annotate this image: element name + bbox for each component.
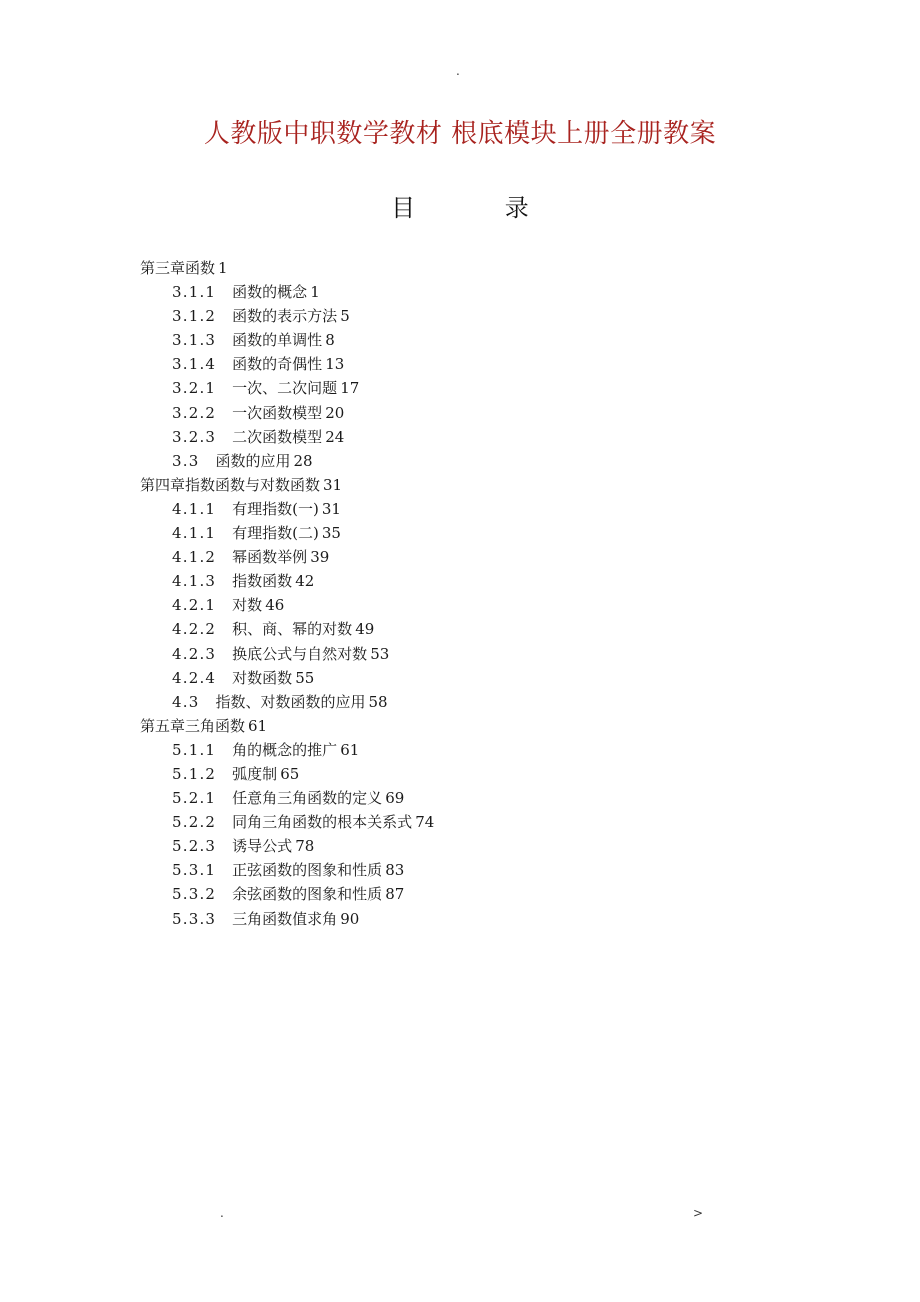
toc-section-entry: [140, 834, 840, 858]
toc-entry-page-number: 28: [293, 451, 313, 470]
toc-entry-title: 同角三角函数的根本关系式: [232, 813, 413, 832]
toc-entry-title: 有理指数(二): [232, 524, 319, 543]
toc-entry-page-number: 1: [310, 283, 320, 302]
toc-entry-number: 4.2.2: [172, 620, 217, 639]
toc-entry-number: 3.1.1: [172, 283, 217, 302]
toc-entry-number: 3.2.2: [172, 403, 217, 422]
toc-entry-number: 3.3: [172, 451, 200, 470]
toc-section-entry: [140, 786, 840, 810]
toc-entry-title: 二次函数模型: [232, 427, 323, 446]
toc-entry-number: 3.1.3: [172, 331, 217, 350]
toc-entry-title: 函数的单调性: [232, 331, 323, 350]
toc-section-entry: [140, 280, 840, 304]
toc-entry-page-number: 61: [248, 716, 268, 735]
toc-entry-number: 5.3.1: [172, 861, 217, 880]
toc-section-entry: [140, 376, 840, 400]
toc-section-entry: [140, 738, 840, 762]
toc-entry-title: 三角函数值求角: [232, 909, 338, 928]
toc-section-entry: [140, 569, 840, 593]
toc-section-entry: [140, 907, 840, 931]
toc-section-entry: [140, 545, 840, 569]
toc-entry-number: 5.2.3: [172, 837, 217, 856]
toc-entry-page-number: 46: [265, 596, 285, 615]
toc-entry-page-number: 35: [321, 524, 341, 543]
toc-entry-number: 4.2.4: [172, 668, 217, 687]
toc-entry-number: 3.1.2: [172, 307, 217, 326]
toc-entry-page-number: 39: [310, 548, 330, 567]
toc-entry-number: 4.3: [172, 692, 200, 711]
toc-entry-page-number: 1: [218, 259, 228, 277]
toc-entry-page-number: 31: [321, 499, 341, 518]
toc-entry-page-number: 65: [280, 764, 300, 783]
footer-right-mark: >: [693, 1206, 704, 1220]
toc-entry-page-number: 58: [368, 692, 388, 711]
toc-entry-number: 5.3.3: [172, 909, 217, 928]
toc-entry-number: 4.2.3: [172, 644, 217, 663]
toc-entry-page-number: 53: [370, 644, 390, 663]
toc-entry-title: 指数、对数函数的应用: [215, 692, 366, 711]
toc-entry-page-number: 78: [295, 837, 315, 856]
toc-entry-title: 诱导公式: [232, 837, 293, 856]
toc-entry-page-number: 42: [295, 572, 315, 591]
toc-section-entry: [140, 642, 840, 666]
toc-entry-title: 积、商、幂的对数: [232, 620, 353, 639]
toc-entry-number: 4.1.1: [172, 499, 217, 518]
toc-entry-title: 换底公式与自然对数: [232, 644, 368, 663]
toc-section-entry: [140, 304, 840, 328]
toc-entry-number: 5.2.2: [172, 813, 217, 832]
toc-entry-title: 第三章函数: [140, 259, 216, 277]
toc-entry-title: 第四章指数函数与对数函数: [140, 475, 321, 494]
toc-section-entry: [140, 666, 840, 690]
toc-entry-page-number: 61: [340, 740, 360, 759]
toc-entry-page-number: 55: [295, 668, 315, 687]
toc-entry-page-number: 24: [325, 427, 345, 446]
toc-entry-page-number: 83: [385, 861, 405, 880]
toc-entry-page-number: 31: [323, 475, 343, 494]
toc-entry-title: 幂函数举例: [232, 548, 308, 567]
toc-entry-number: 5.1.2: [172, 764, 217, 783]
toc-entry-page-number: 13: [325, 355, 345, 374]
toc-entry-title: 函数的概念: [232, 283, 308, 302]
toc-entry-number: 5.2.1: [172, 789, 217, 808]
toc-entry-page-number: 69: [385, 789, 405, 808]
toc-section-entry: [140, 858, 840, 882]
toc-entry-title: 函数的奇偶性: [232, 355, 323, 374]
toc-entry-title: 一次函数模型: [232, 403, 323, 422]
toc-entry-title: 有理指数(一): [232, 499, 319, 518]
toc-section-entry: [140, 497, 840, 521]
toc-section-entry: [140, 449, 840, 473]
toc-entry-title: 对数函数: [232, 668, 293, 687]
toc-section-entry: [140, 352, 840, 376]
toc-entry-number: 3.1.4: [172, 355, 217, 374]
toc-section-entry: [140, 425, 840, 449]
toc-entry-page-number: 17: [340, 379, 360, 398]
toc-entry-title: 对数: [232, 596, 263, 615]
toc-heading: 目 录: [391, 194, 529, 222]
toc-chapter-entry: [140, 714, 840, 738]
toc-entry-title: 角的概念的推广: [232, 740, 338, 759]
toc-entry-title: 正弦函数的图象和性质: [232, 861, 383, 880]
toc-entry-page-number: 90: [340, 909, 360, 928]
toc-section-entry: [140, 328, 840, 352]
toc-entry-title: 函数的应用: [215, 451, 291, 470]
toc-entry-number: 5.1.1: [172, 740, 217, 759]
toc-entry-title: 余弦函数的图象和性质: [232, 885, 383, 904]
toc-entry-number: 4.1.1: [172, 524, 217, 543]
toc-chapter-entry: [140, 256, 840, 280]
toc-section-entry: [140, 690, 840, 714]
table-of-contents: [140, 256, 840, 931]
toc-section-entry: [140, 810, 840, 834]
toc-section-entry: [140, 882, 840, 906]
toc-entry-title: 任意角三角函数的定义: [232, 789, 383, 808]
toc-entry-number: 4.1.2: [172, 548, 217, 567]
toc-section-entry: [140, 617, 840, 641]
toc-entry-page-number: 49: [355, 620, 375, 639]
toc-section-entry: [140, 593, 840, 617]
toc-entry-page-number: 87: [385, 885, 405, 904]
toc-entry-page-number: 8: [325, 331, 335, 350]
toc-entry-number: 4.1.3: [172, 572, 217, 591]
toc-entry-page-number: 74: [415, 813, 435, 832]
toc-entry-number: 4.2.1: [172, 596, 217, 615]
toc-entry-page-number: 5: [340, 307, 350, 326]
toc-entry-page-number: 20: [325, 403, 345, 422]
toc-chapter-entry: [140, 473, 840, 497]
toc-entry-title: 第五章三角函数: [140, 716, 246, 735]
toc-entry-title: 函数的表示方法: [232, 307, 338, 326]
header-mark: .: [456, 64, 460, 78]
toc-entry-title: 指数函数: [232, 572, 293, 591]
toc-entry-number: 3.2.1: [172, 379, 217, 398]
toc-section-entry: [140, 521, 840, 545]
toc-entry-title: 一次、二次问题: [232, 379, 338, 398]
toc-entry-title: 弧度制: [232, 764, 278, 783]
toc-entry-number: 5.3.2: [172, 885, 217, 904]
toc-section-entry: [140, 762, 840, 786]
toc-entry-number: 3.2.3: [172, 427, 217, 446]
toc-section-entry: [140, 401, 840, 425]
document-title: 人教版中职数学教材 根底模块上册全册教案: [203, 119, 717, 149]
footer-left-mark: .: [220, 1206, 224, 1220]
